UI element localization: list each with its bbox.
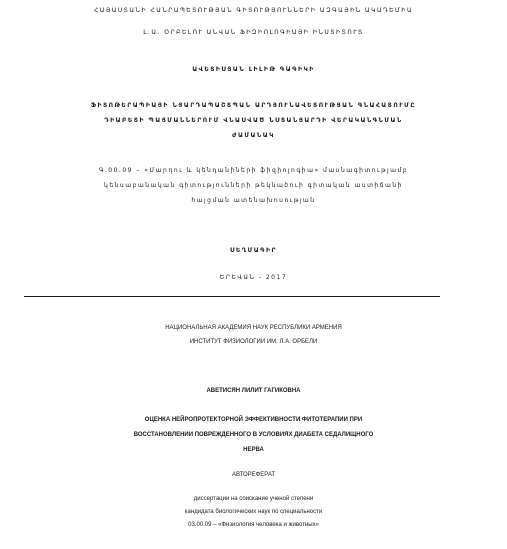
armenian-degree-line-2: կենսաբանական գիտությունների թեկնածուի գիտական աստիճանի	[104, 182, 403, 189]
russian-institution-line-2: ИНСТИТУТ ФИЗИОЛОГИИ ИМ. Л.А. ОРБЕЛИ	[189, 339, 318, 345]
russian-title-line-1: ОЦЕНКА НЕЙРОПРОТЕКТОРНОЙ ЭФФЕКТИВНОСТИ ФИТОТЕРАПИИ ПРИ	[144, 417, 363, 423]
armenian-title-line-3: ԺԱՄԱՆԱԿ	[232, 132, 275, 139]
armenian-title-line-1: ՖԻՏՈԹԵՐԱՊԻԱՅԻ ՆՅԱՐԴԱՊԱՇՏՊԱՆ ԱՐԴՅՈՒՆԱՎԵՏՈՒԹՅԱՆ ԳՆԱՀԱՏՈՒՄԸ	[90, 102, 417, 109]
armenian-title-line-2: ԴԻԱԲԵՏԻ ՊԱՅՄԱՆՆԵՐՈՒՄ ՎՆԱՍՎԱԾ ՆՍՏԱՆՅԱՐԴԻ ՎԵՐԱԿԱՆԳՆՄԱՆ	[104, 117, 403, 124]
armenian-degree-line-3: հայցման ատենախոսության	[191, 197, 316, 204]
russian-degree-line-1: диссертации на соискание ученой степени	[193, 496, 314, 502]
armenian-city-year: ԵՐԵՎԱՆ - 2017	[219, 274, 288, 281]
russian-document-type: АВТОРЕФЕРАТ	[231, 472, 276, 478]
russian-title-line-2: ВОССТАНОВЛЕНИИ ПОВРЕЖДЕННОГО В УСЛОВИЯХ ДИАБЕТА СЕДАЛИЩНОГО	[133, 432, 374, 438]
armenian-author-name: ԱՎԵՏԻՍՅԱՆ ԼԻԼԻԹ ԳԱԳԻԿԻ	[192, 66, 315, 73]
russian-title-line-3: НЕРВА	[243, 447, 264, 453]
section-divider	[24, 296, 440, 297]
russian-author-name: АВЕТИСЯН ЛИЛИТ ГАГИКОВНА	[206, 388, 301, 394]
russian-degree-line-2: кандидата биологических наук по специальности	[184, 509, 323, 515]
armenian-degree-line-1: Գ.00.09 – «Մարդու և կենդանիների ֆիզիոլոգիա» մասնագիտությամբ	[98, 167, 409, 174]
armenian-institution-line-1: ՀԱՅԱՍՏԱՆԻ ՀԱՆՐԱՊԵՏՈՒԹՅԱՆ ԳԻՏՈՒԹՅՈՒՆՆԵՐԻ ԱԶԳԱՅԻՆ ԱԿԱԴԵՄԻԱ	[93, 7, 414, 14]
russian-institution-line-1: НАЦИОНАЛЬНАЯ АКАДЕМИЯ НАУК РЕСПУБЛИКИ АРМЕНИЯ	[165, 325, 342, 331]
russian-degree-line-3: 03.00.09 – «Физиология человека и животных»	[188, 522, 319, 528]
armenian-document-type: ՍԵՂՄԱԳԻՐ	[230, 247, 277, 254]
armenian-institution-line-2: Լ.Ա. ՕՐԲԵԼՈՒ ԱՆՎԱՆ ՖԻԶԻՈԼՈԳԻԱՅԻ ԻՆՍՏԻՏՈՒՏ	[143, 29, 364, 36]
